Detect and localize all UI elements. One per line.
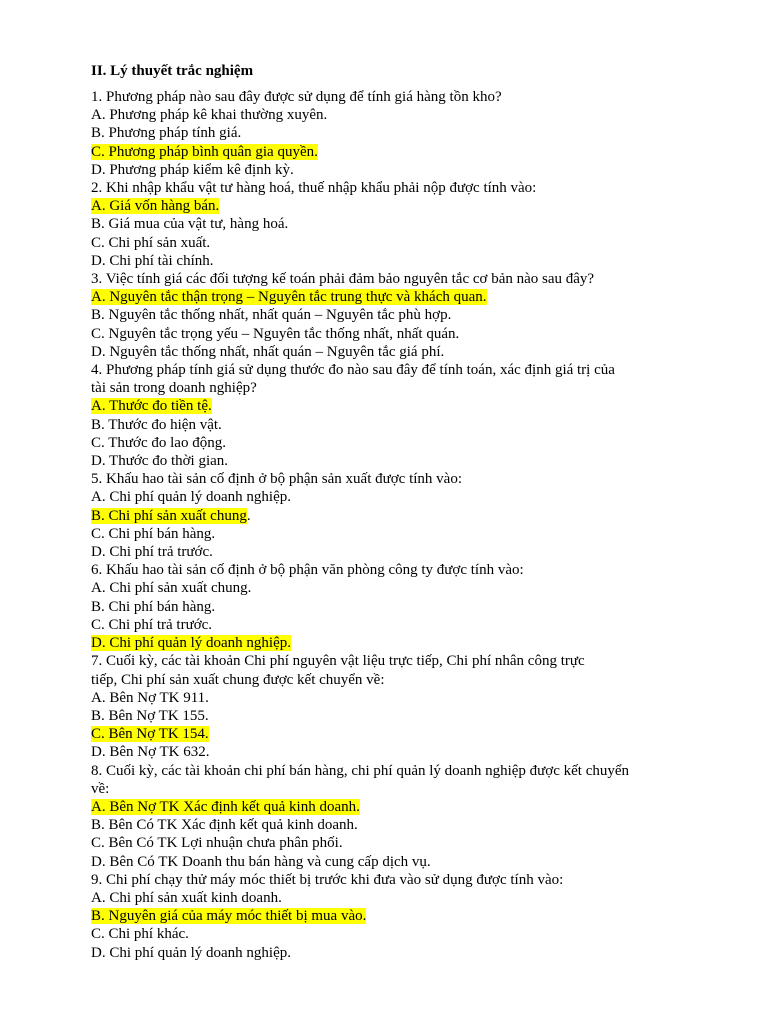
line-text: tiếp, Chi phí sản xuất chung được kết chuyển về: xyxy=(91,671,385,688)
line-text: A. Chi phí quản lý doanh nghiệp. xyxy=(91,489,291,506)
line-text: C. Chi phí bán hàng. xyxy=(91,525,216,542)
line-text: D. Bên Có TK Doanh thu bán hàng và cung cấp dịch vụ. xyxy=(91,853,431,870)
answer-line xyxy=(91,944,711,962)
line-text: tài sản trong doanh nghiệp? xyxy=(91,380,257,397)
answer-line xyxy=(91,689,711,707)
line-text: C. Nguyên tắc trọng yếu – Nguyên tắc thống nhất, nhất quán. xyxy=(91,325,460,342)
answer-line xyxy=(91,306,711,324)
answer-line xyxy=(91,488,711,506)
answer-line xyxy=(91,889,711,907)
question-line xyxy=(91,270,711,288)
answer-line xyxy=(91,780,711,798)
highlighted-answer-text: A. Giá vốn hàng bán. xyxy=(91,198,220,215)
line-text: D. Chi phí trả trước. xyxy=(91,544,213,561)
answer-line xyxy=(91,853,711,871)
line-text: A. Chi phí sản xuất chung. xyxy=(91,580,252,597)
answer-line xyxy=(91,124,711,142)
answer-line xyxy=(91,452,711,470)
highlighted-answer-text: C. Phương pháp bình quân gia quyền. xyxy=(91,143,318,160)
line-text: 9. Chi phí chạy thử máy móc thiết bị trước khi đưa vào sử dụng được tính vào: xyxy=(91,871,564,888)
answer-line xyxy=(91,925,711,943)
answer-line xyxy=(91,834,711,852)
line-text: A. Phương pháp kê khai thường xuyên. xyxy=(91,107,328,124)
line-text: D. Nguyên tắc thống nhất, nhất quán – Nguyên tắc giá phí. xyxy=(91,343,445,360)
line-text: 5. Khấu hao tài sản cố định ở bộ phận sản xuất được tính vào: xyxy=(91,471,463,488)
line-text: 2. Khi nhập khẩu vật tư hàng hoá, thuế nhập khẩu phải nộp được tính vào: xyxy=(91,180,537,197)
answer-line xyxy=(91,525,711,543)
answer-line xyxy=(91,907,711,925)
answer-line xyxy=(91,507,711,525)
line-text: về: xyxy=(91,780,110,797)
answer-line xyxy=(91,634,711,652)
answer-line xyxy=(91,325,711,343)
question-line xyxy=(91,561,711,579)
highlighted-answer-text: D. Chi phí quản lý doanh nghiệp. xyxy=(91,635,291,652)
answer-line xyxy=(91,288,711,306)
line-text: 1. Phương pháp nào sau đây được sử dụng để tính giá hàng tồn kho? xyxy=(91,89,502,105)
highlighted-answer-text: A. Nguyên tắc thận trọng – Nguyên tắc trung thực và khách quan. xyxy=(91,289,487,306)
answer-line xyxy=(91,543,711,561)
line-text: A. Chi phí sản xuất kinh doanh. xyxy=(91,889,282,906)
highlighted-answer-text: B. Nguyên giá của máy móc thiết bị mua vào. xyxy=(91,908,367,925)
line-text: D. Chi phí quản lý doanh nghiệp. xyxy=(91,944,291,961)
answer-line xyxy=(91,707,711,725)
answer-line xyxy=(91,215,711,233)
question-line xyxy=(91,361,711,379)
line-text: B. Thước đo hiện vật. xyxy=(91,416,222,433)
line-text: D. Thước đo thời gian. xyxy=(91,453,229,470)
answer-line xyxy=(91,252,711,270)
answer-line xyxy=(91,598,711,616)
answer-line xyxy=(91,397,711,415)
line-text: A. Bên Nợ TK 911. xyxy=(91,689,209,706)
line-text: 6. Khấu hao tài sản cố định ở bộ phận văn phòng công ty được tính vào: xyxy=(91,562,524,579)
answer-line xyxy=(91,816,711,834)
answer-line xyxy=(91,434,711,452)
question-line xyxy=(91,88,711,106)
question-line xyxy=(91,179,711,197)
question-line xyxy=(91,470,711,488)
line-text: B. Phương pháp tính giá. xyxy=(91,125,242,142)
line-text: C. Thước đo lao động. xyxy=(91,434,226,451)
answer-line xyxy=(91,798,711,816)
document-page xyxy=(91,62,711,962)
answer-line xyxy=(91,416,711,434)
line-text: C. Chi phí sản xuất. xyxy=(91,234,211,251)
line-text: B. Chi phí bán hàng. xyxy=(91,598,216,615)
answer-line xyxy=(91,234,711,252)
line-text: C. Chi phí trả trước. xyxy=(91,616,213,633)
line-text: B. Giá mua của vật tư, hàng hoá. xyxy=(91,216,289,233)
answer-line xyxy=(91,671,711,689)
section-heading: II. Lý thuyết trắc nghiệm xyxy=(91,63,254,79)
highlighted-answer-text: A. Bên Nợ TK Xác định kết quả kinh doanh. xyxy=(91,798,360,815)
answer-line xyxy=(91,106,711,124)
answer-line xyxy=(91,379,711,397)
answer-line xyxy=(91,197,711,215)
answer-line xyxy=(91,579,711,597)
line-text: D. Phương pháp kiểm kê định kỳ. xyxy=(91,161,294,178)
answer-line xyxy=(91,143,711,161)
question-line xyxy=(91,762,711,780)
line-text: 8. Cuối kỳ, các tài khoản chi phí bán hàng, chi phí quản lý doanh nghiệp được kết chuyển xyxy=(91,762,630,779)
highlighted-answer-text: A. Thước đo tiền tệ. xyxy=(91,398,212,415)
question-line xyxy=(91,871,711,889)
line-suffix: . xyxy=(246,507,251,524)
line-text: 3. Việc tính giá các đối tượng kế toán phải đảm bảo nguyên tắc cơ bản nào sau đây? xyxy=(91,271,595,288)
line-text: D. Chi phí tài chính. xyxy=(91,252,214,269)
line-text: B. Bên Có TK Xác định kết quả kinh doanh. xyxy=(91,817,358,834)
line-text: 7. Cuối kỳ, các tài khoản Chi phí nguyên vật liệu trực tiếp, Chi phí nhân công trực xyxy=(91,653,585,670)
line-text: C. Chi phí khác. xyxy=(91,926,189,943)
question-list xyxy=(91,88,711,962)
line-text: B. Bên Nợ TK 155. xyxy=(91,707,209,724)
highlighted-answer-text: B. Chi phí sản xuất chung xyxy=(91,507,247,524)
line-text: D. Bên Nợ TK 632. xyxy=(91,744,210,761)
question-line xyxy=(91,652,711,670)
line-text: B. Nguyên tắc thống nhất, nhất quán – Nguyên tắc phù hợp. xyxy=(91,307,452,324)
highlighted-answer-text: C. Bên Nợ TK 154. xyxy=(91,726,209,743)
answer-line xyxy=(91,725,711,743)
line-text: 4. Phương pháp tính giá sử dụng thước đo nào sau đây để tính toán, xác định giá trị của xyxy=(91,362,615,379)
answer-line xyxy=(91,161,711,179)
answer-line xyxy=(91,743,711,761)
answer-line xyxy=(91,616,711,634)
line-text: C. Bên Có TK Lợi nhuận chưa phân phối. xyxy=(91,835,343,852)
answer-line xyxy=(91,343,711,361)
